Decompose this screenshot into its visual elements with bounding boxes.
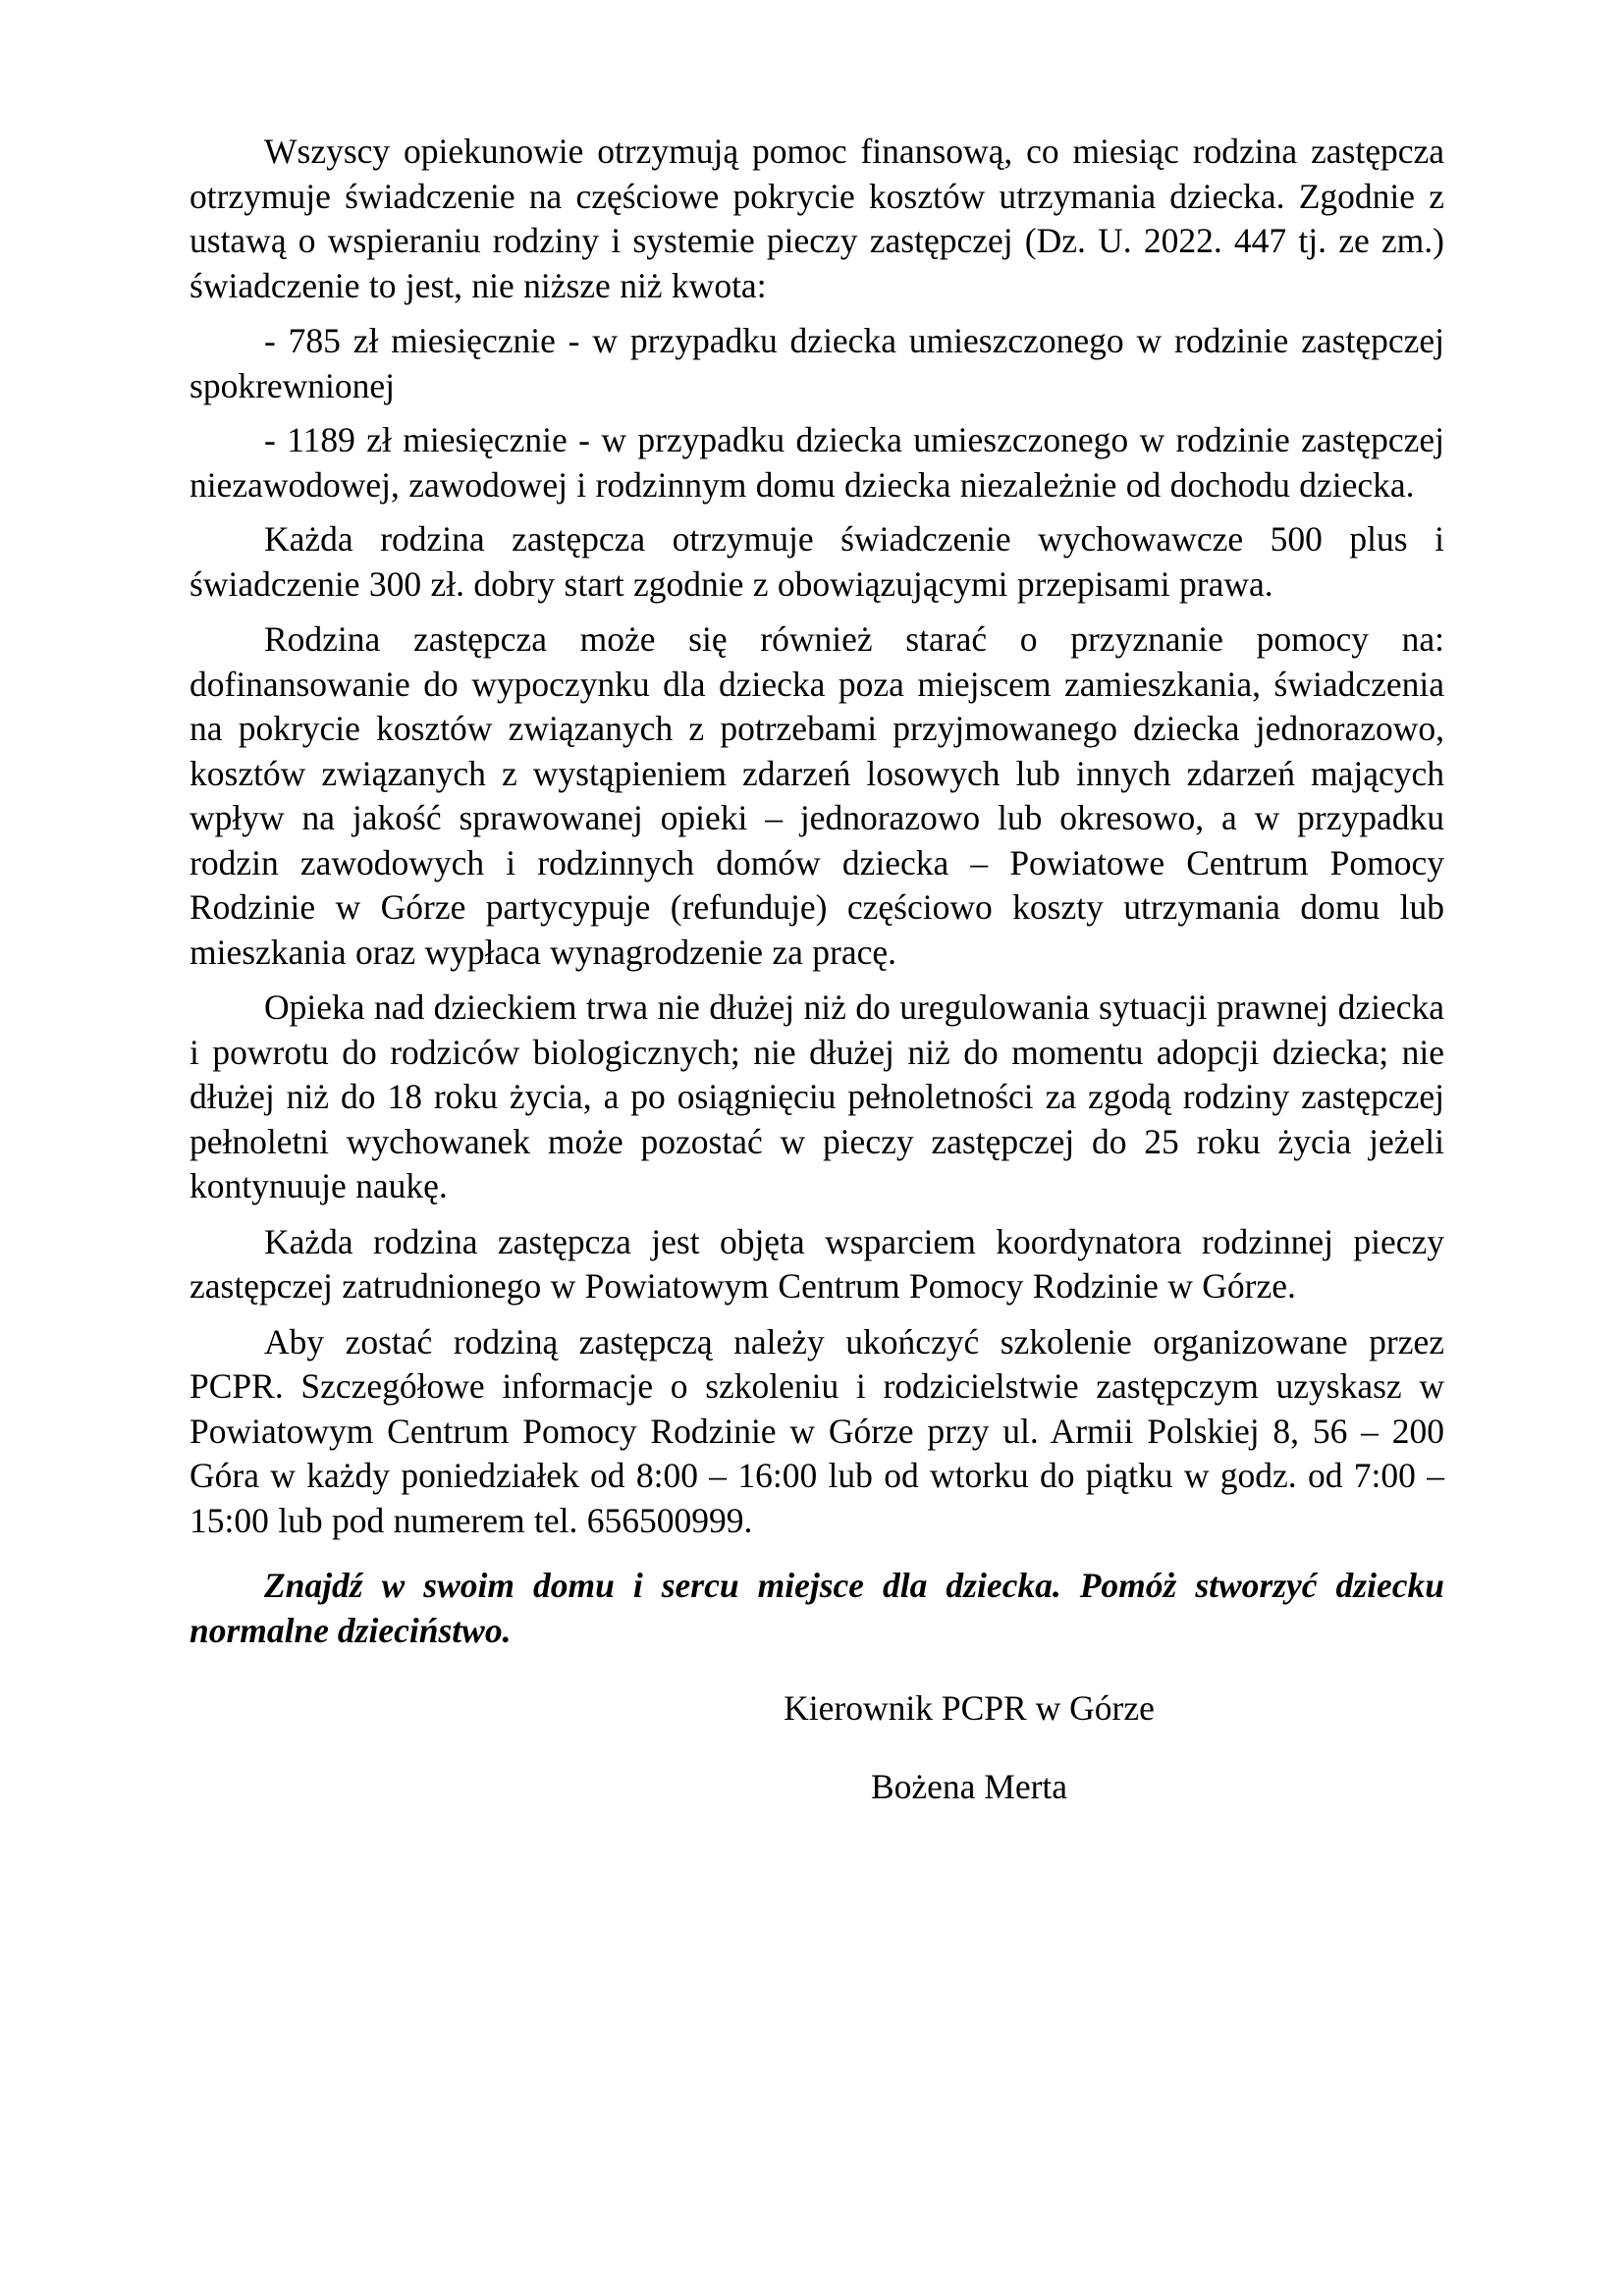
paragraph-benefits-500-300: Każda rodzina zastępcza otrzymuje świadczenie wychowawcze 500 plus i świadczenie 300 zł. dobry start zgodnie z obowiązującymi przepisami prawa. (189, 519, 1444, 604)
signature-role: Kierownik PCPR w Górze (784, 1688, 1155, 1728)
document-body (189, 130, 1444, 1809)
paragraph-additional-support: Rodzina zastępcza może się również starać o przyznanie pomocy na: dofinansowanie do wypoczynku dla dziecka poza miejscem zamieszkania, świadczenia na pokrycie kosztów związanych z potrzebami przyjmowanego dziecka jednorazowo, kosztów związanych z wystąpieniem zdarzeń losowych lub innych zdarzeń mających wpływ na jakość sprawowanej opieki – jednorazowo lub okresowo, a w przypadku rodzin zawodowych i rodzinnych domów dziecka – Powiatowe Centrum Pomocy Rodzinie w Górze partycypuje (refunduje) częściowo koszty utrzymania domu lub mieszkania oraz wypłaca wynagrodzenie za pracę. (189, 619, 1444, 972)
closing-slogan: Znajdź w swoim domu i sercu miejsce dla dziecka. Pomóż stworzyć dziecku normalne dzieciństwo. (189, 1566, 1444, 1650)
paragraph-amount-785: - 785 zł miesięcznie - w przypadku dziecka umieszczonego w rodzinie zastępczej spokrewnionej (189, 321, 1444, 405)
paragraph-intro: Wszyscy opiekunowie otrzymują pomoc finansową, co miesiąc rodzina zastępcza otrzymuje świadczenie na częściowe pokrycie kosztów utrzymania dziecka. Zgodnie z ustawą o wspieraniu rodziny i systemie pieczy zastępczej (Dz. U. 2022. 447 tj. ze zm.) świadczenie to jest, nie niższe niż kwota: (189, 132, 1444, 305)
paragraph-coordinator-support: Każda rodzina zastępcza jest objęta wsparciem koordynatora rodzinnej pieczy zastępczej zatrudnionego w Powiatowym Centrum Pomocy Rodzinie w Górze. (189, 1221, 1444, 1306)
signature-name: Bożena Merta (870, 1766, 1068, 1806)
paragraph-how-to-apply: Aby zostać rodziną zastępczą należy ukończyć szkolenie organizowane przez PCPR. Szczegółowe informacje o szkoleniu i rodzicielstwie zastępczym uzyskasz w Powiatowym Centrum Pomocy Rodzinie w Górze przy ul. Armii Polskiej 8, 56 – 200 Góra w każdy poniedziałek od 8:00 – 16:00 lub od wtorku do piątku w godz. od 7:00 – 15:00 lub pod numerem tel. 656500999. (189, 1321, 1444, 1540)
paragraph-amount-1189: - 1189 zł miesięcznie - w przypadku dziecka umieszczonego w rodzinie zastępczej niezawodowej, zawodowej i rodzinnym domu dziecka niezależnie od dochodu dziecka. (189, 420, 1444, 505)
signature-block (189, 1686, 1444, 1809)
paragraph-care-duration: Opieka nad dzieckiem trwa nie dłużej niż do uregulowania sytuacji prawnej dziecka i powrotu do rodziców biologicznych; nie dłużej niż do momentu adopcji dziecka; nie dłużej niż do 18 roku życia, a po osiągnięciu pełnoletności za zgodą rodziny zastępczej pełnoletni wychowanek może pozostać w pieczy zastępczej do 25 roku życia jeżeli kontynuuje naukę. (189, 988, 1444, 1205)
